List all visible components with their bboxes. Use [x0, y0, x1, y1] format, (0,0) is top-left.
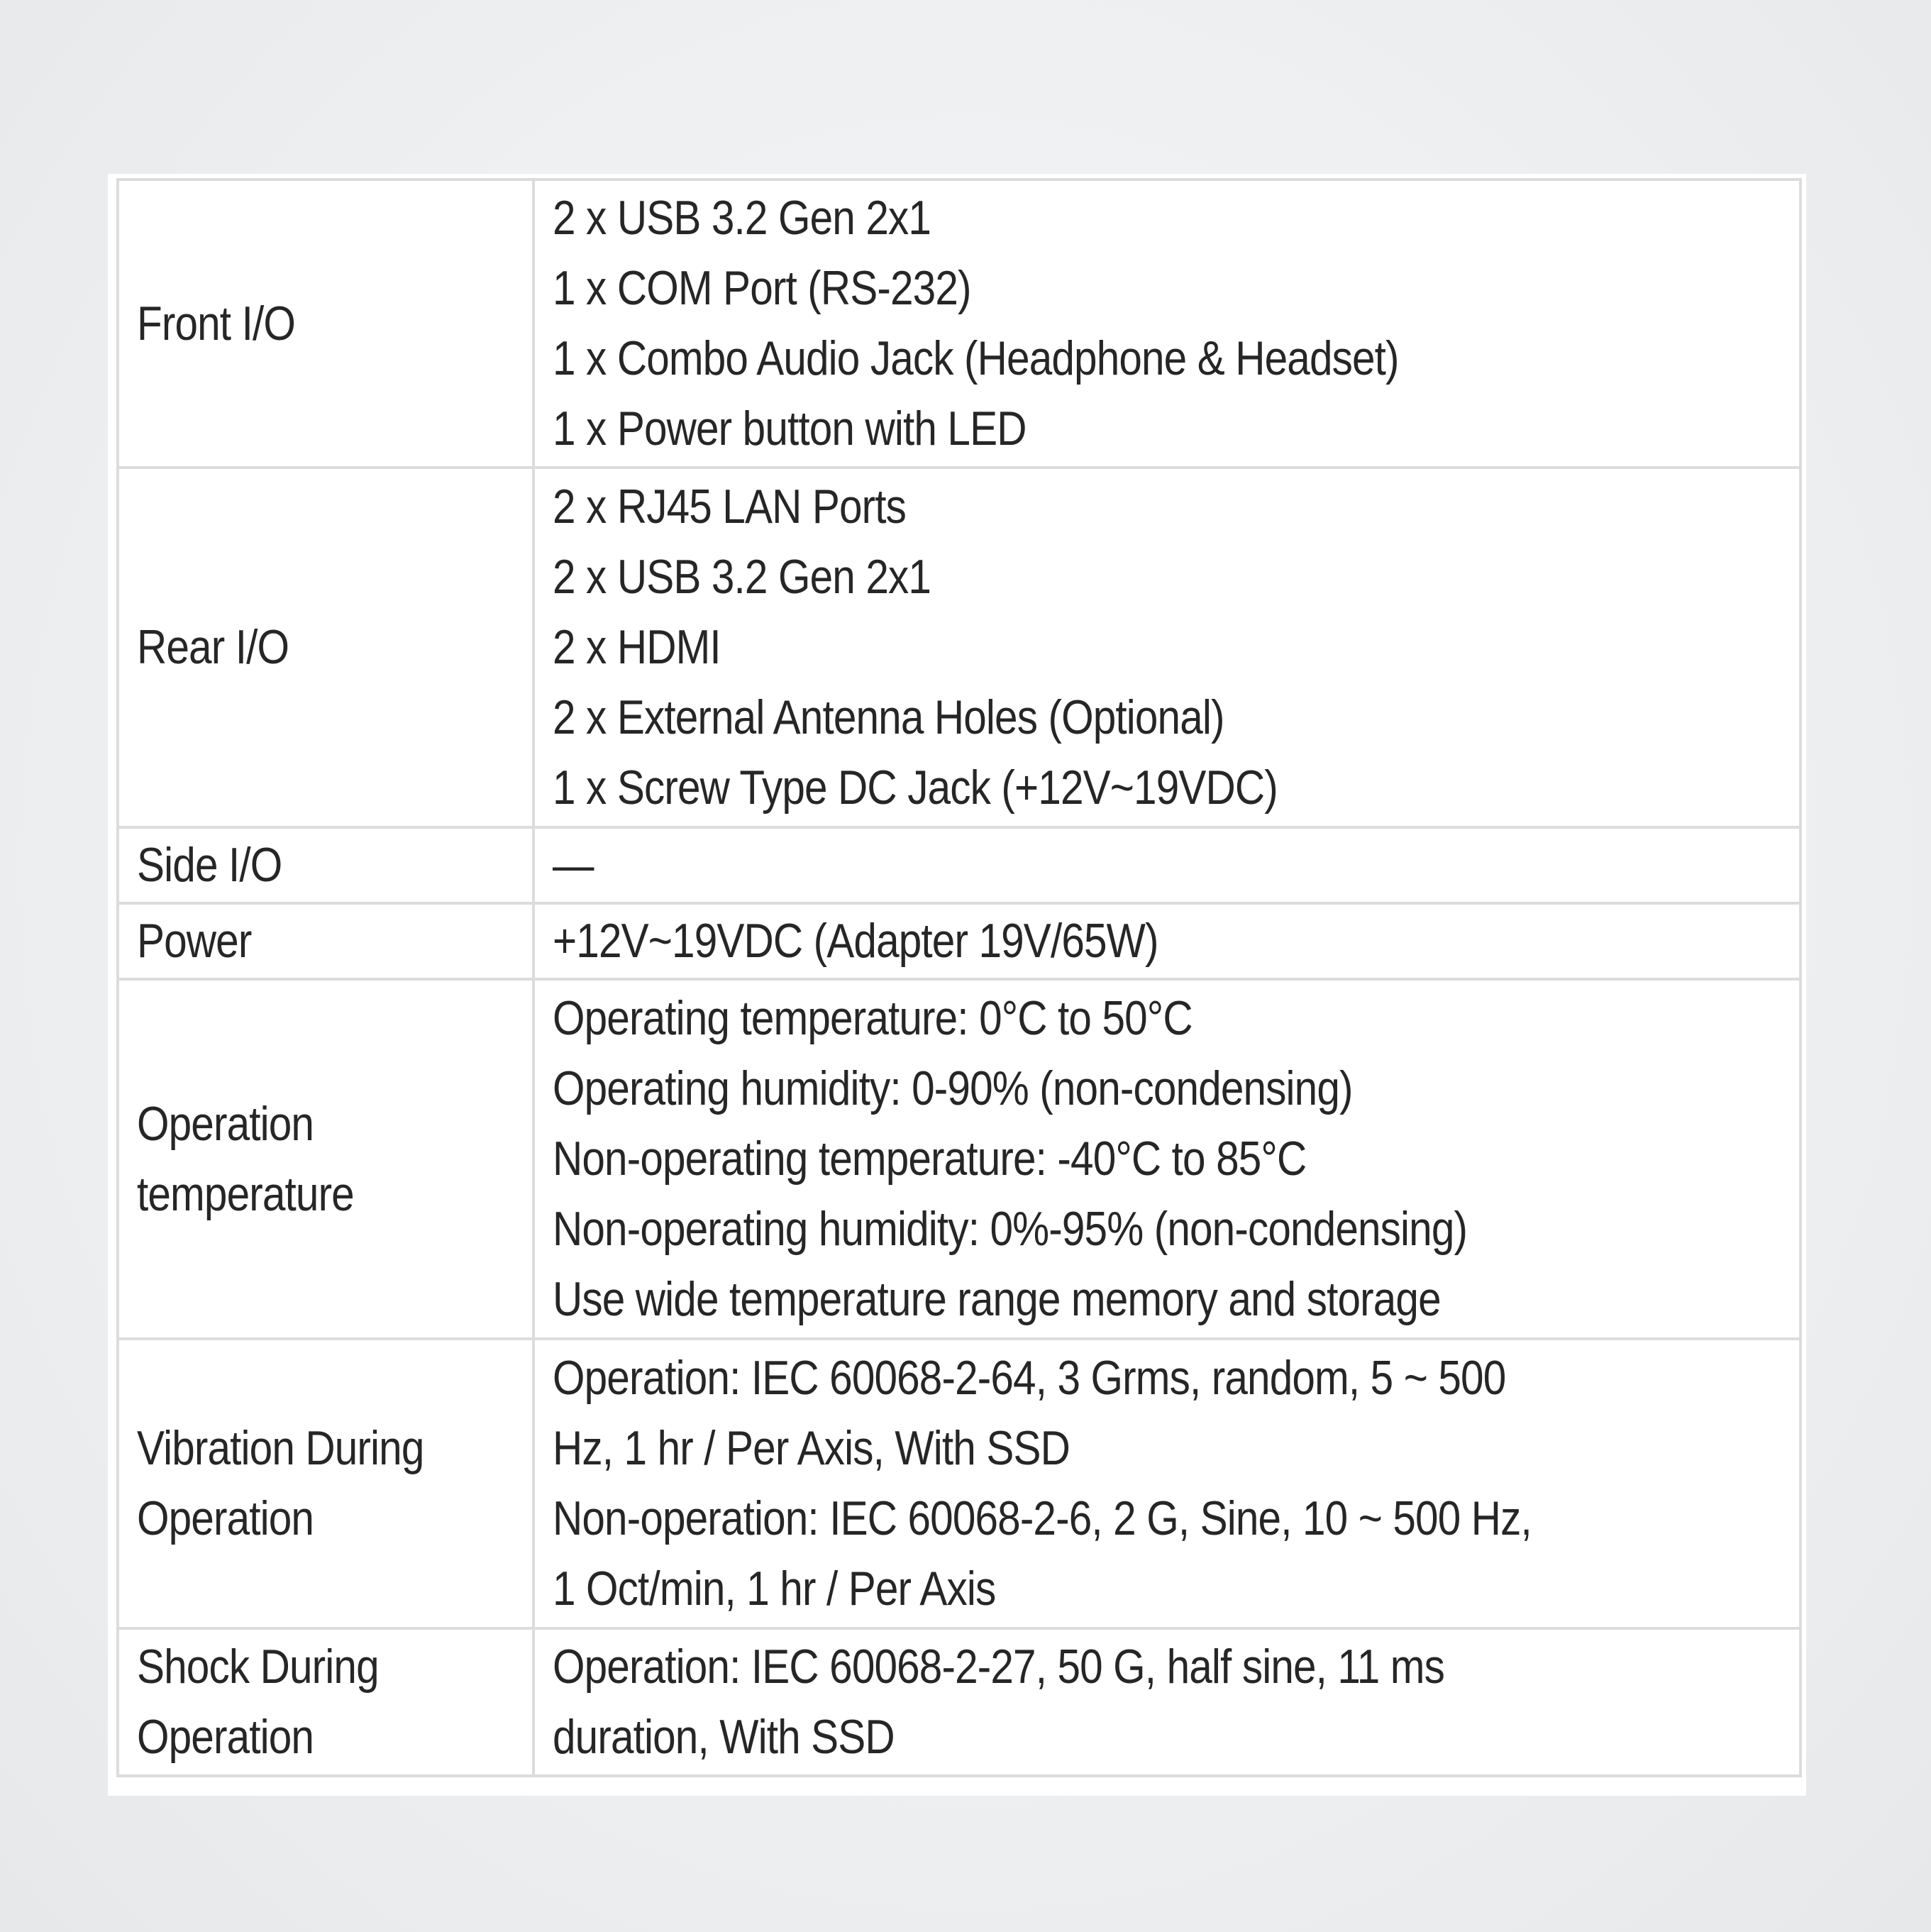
spec-row-shock [118, 1628, 1800, 1776]
spec-value: 2 x USB 3.2 Gen 2x1 1 x COM Port (RS-232) 1 x Combo Audio Jack (Headphone & Headset) 1 x Power button with LED [533, 180, 1800, 468]
spec-value: Operation: IEC 60068-2-64, 3 Grms, random, 5 ~ 500 Hz, 1 hr / Per Axis, With SSD Non-operation: IEC 60068-2-6, 2 G, Sine, 10 ~ 500 Hz, 1 Oct/min, 1 hr / Per Axis [533, 1339, 1800, 1628]
spec-sheet [108, 174, 1806, 1796]
spec-value: Operation: IEC 60068-2-27, 50 G, half sine, 11 ms duration, With SSD [533, 1628, 1800, 1776]
spec-row-front-io [118, 180, 1800, 468]
spec-value: +12V~19VDC (Adapter 19V/65W) [533, 903, 1800, 979]
spec-row-vibration [118, 1339, 1800, 1628]
spec-label: Operation temperature [118, 979, 533, 1339]
spec-row-operation-temperature [118, 979, 1800, 1339]
spec-row-rear-io [118, 468, 1800, 827]
spec-label: Side I/O [118, 827, 533, 903]
spec-label: Shock During Operation [118, 1628, 533, 1776]
spec-row-side-io [118, 827, 1800, 903]
spec-value: 2 x RJ45 LAN Ports 2 x USB 3.2 Gen 2x1 2 x HDMI 2 x External Antenna Holes (Optional) 1 x Screw Type DC Jack (+12V~19VDC) [533, 468, 1800, 827]
spec-value: — [533, 827, 1800, 903]
spec-label: Power [118, 903, 533, 979]
spec-label: Front I/O [118, 180, 533, 468]
spec-value: Operating temperature: 0°C to 50°C Operating humidity: 0-90% (non-condensing) Non-operating temperature: -40°C to 85°C Non-operating humidity: 0%-95% (non-condensing) Use wide temperature range memory and storage [533, 979, 1800, 1339]
spec-table [116, 178, 1802, 1777]
spec-row-power [118, 903, 1800, 979]
spec-label: Vibration During Operation [118, 1339, 533, 1628]
spec-label: Rear I/O [118, 468, 533, 827]
